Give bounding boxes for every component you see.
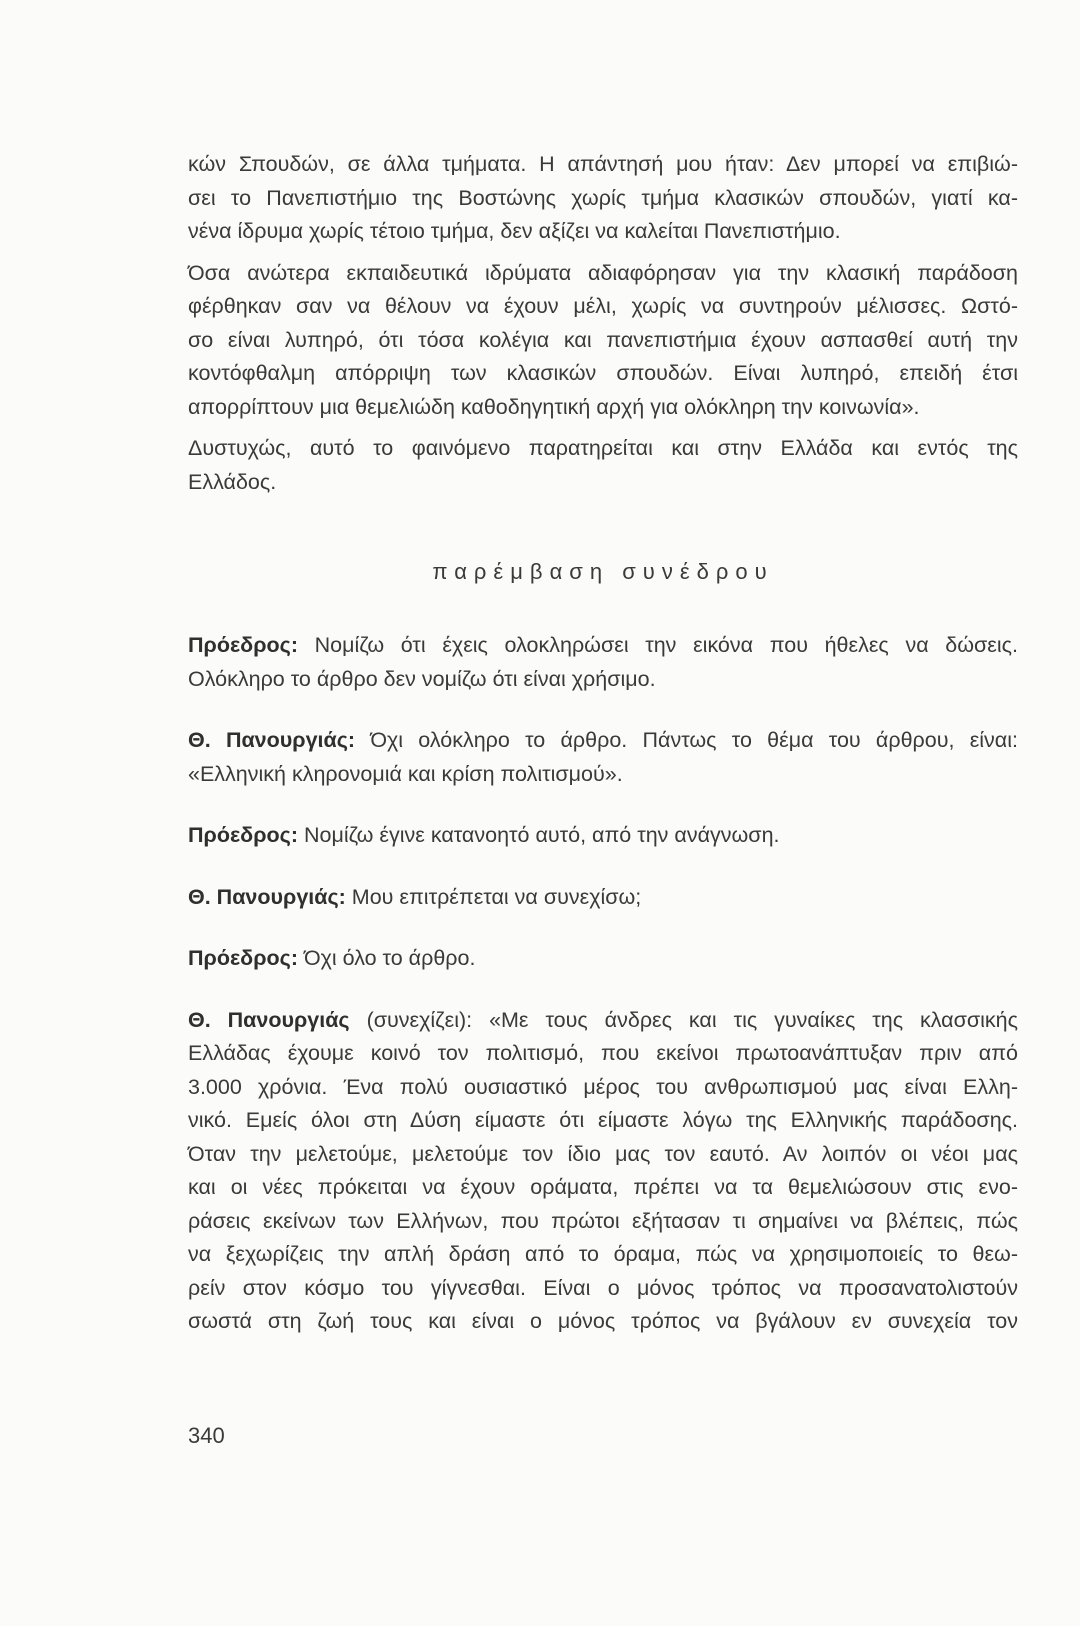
text-line (188, 1004, 1018, 1038)
paragraph (188, 257, 1018, 425)
paragraph (188, 432, 1018, 499)
text-line: νικό. Εμείς όλοι στη Δύση είμαστε ότι είμαστε λόγω της Ελληνικής παράδοσης. (188, 1108, 1018, 1132)
speaker-name: Θ. Πανουργιάς: (188, 728, 356, 752)
text-line: νένα ίδρυμα χωρίς τέτοιο τμήμα, δεν αξίζει να καλείται Πανεπιστήμιο. (188, 219, 841, 243)
page-body (188, 148, 1018, 1367)
text-line: φέρθηκαν σαν να θέλουν να έχουν μέλι, χωρίς να συντηρούν μέλισσες. Ωστό- (188, 294, 1018, 318)
text-line: κών Σπουδών, σε άλλα τμήματα. Η απάντησή μου ήταν: Δεν μπορεί να επιβιώ- (188, 152, 1018, 176)
speaker-name: Πρόεδρος: (188, 823, 298, 847)
text-line: σο είναι λυπηρό, ότι τόσα κολέγια και πανεπιστήμια έχουν ασπασθεί αυτή την (188, 327, 1018, 352)
section-heading: παρέμβαση συνέδρου (432, 559, 774, 584)
text-line: Ολόκληρο το άρθρο δεν νομίζω ότι είναι χρήσιμο. (188, 666, 656, 691)
text-line (188, 819, 1018, 853)
text-line: ρείν στον κόσμο του γίγνεσθαι. Είναι ο μόνος τρόπος να προσανατολιστούν (188, 1275, 1018, 1300)
dialogue-entry (188, 724, 1018, 791)
text-line: Ελλάδος. (188, 469, 277, 494)
text-line: σει το Πανεπιστήμιο της Βοστώνης χωρίς τμήμα κλασικών σπουδών, γιατί κα- (188, 185, 1018, 210)
text-line (188, 942, 1018, 976)
text-line: κοντόφθαλμη απόρριψη των κλασικών σπουδών. Είναι λυπηρό, επειδή έτσι (188, 361, 1018, 385)
speaker-name: Πρόεδρος: (188, 946, 298, 970)
text-line: Όσα ανώτερα εκπαιδευτικά ιδρύματα αδιαφόρησαν για την κλασική παράδοση (188, 260, 1018, 285)
speaker-name: Θ. Πανουργιάς (188, 1007, 350, 1032)
speech-text: (συνεχίζει): «Με τους άνδρες και τις γυναίκες της κλασσικής (349, 1007, 1018, 1032)
text-line: απορρίπτουν μια θεμελιώδη καθοδηγητική αρχή για ολόκληρη την κοινωνία». (188, 394, 920, 419)
speech-text: Νομίζω έγινε κατανοητό αυτό, από την ανάγνωση. (297, 823, 780, 847)
speech-text: Όχι ολόκληρο το άρθρο. Πάντως το θέμα του άρθρου, είναι: (355, 728, 1018, 752)
dialogue-entry (188, 881, 1018, 915)
text-line (188, 881, 1018, 915)
text-line: και οι νέες πρόκειται να έχουν οράματα, πρέπει να τα θεμελιώσουν στις ενο- (188, 1175, 1018, 1199)
speech-text: Μου επιτρέπεται να συνεχίσω; (345, 884, 642, 909)
text-line: να ξεχωρίζεις την απλή δράση από το όραμα, πώς να χρησιμοποιείς το θεω- (188, 1242, 1018, 1266)
speech-text: Όχι όλο το άρθρο. (297, 946, 476, 970)
text-line: Ελλάδας έχουμε κοινό τον πολιτισμό, που εκείνοι πρωτοανάπτυξαν πριν από (188, 1041, 1018, 1065)
speech-text: Νομίζω ότι έχεις ολοκληρώσει την εικόνα που ήθελες να δώσεις. (297, 633, 1018, 657)
text-line (188, 629, 1018, 663)
page-number: 340 (188, 1423, 225, 1448)
text-line: ράσεις εκείνων των Ελλήνων, που πρώτοι εξήτασαν τι σημαίνει να βλέπεις, πώς (188, 1208, 1018, 1233)
dialogue-entry (188, 1004, 1018, 1339)
text-line (188, 724, 1018, 758)
speaker-name: Πρόεδρος: (188, 633, 298, 657)
text-line: «Ελληνική κληρονομιά και κρίση πολιτισμού». (188, 761, 623, 786)
text-line: Δυστυχώς, αυτό το φαινόμενο παρατηρείται και στην Ελλάδα και εντός της (188, 436, 1018, 460)
speaker-name: Θ. Πανουργιάς: (188, 884, 346, 909)
dialogue-entry (188, 942, 1018, 976)
text-line: σωστά στη ζωή τους και είναι ο μόνος τρόπος να βγάλουν εν συνεχεία τον (188, 1309, 1018, 1333)
dialogue-entry (188, 819, 1018, 853)
text-line: 3.000 χρόνια. Ένα πολύ ουσιαστικό μέρος του ανθρωπισμού μας είναι Ελλη- (188, 1074, 1018, 1099)
paragraph (188, 148, 1018, 249)
text-line: Όταν την μελετούμε, μελετούμε τον ίδιο μας τον εαυτό. Αν λοιπόν οι νέοι μας (188, 1141, 1018, 1166)
dialogue-entry (188, 629, 1018, 696)
